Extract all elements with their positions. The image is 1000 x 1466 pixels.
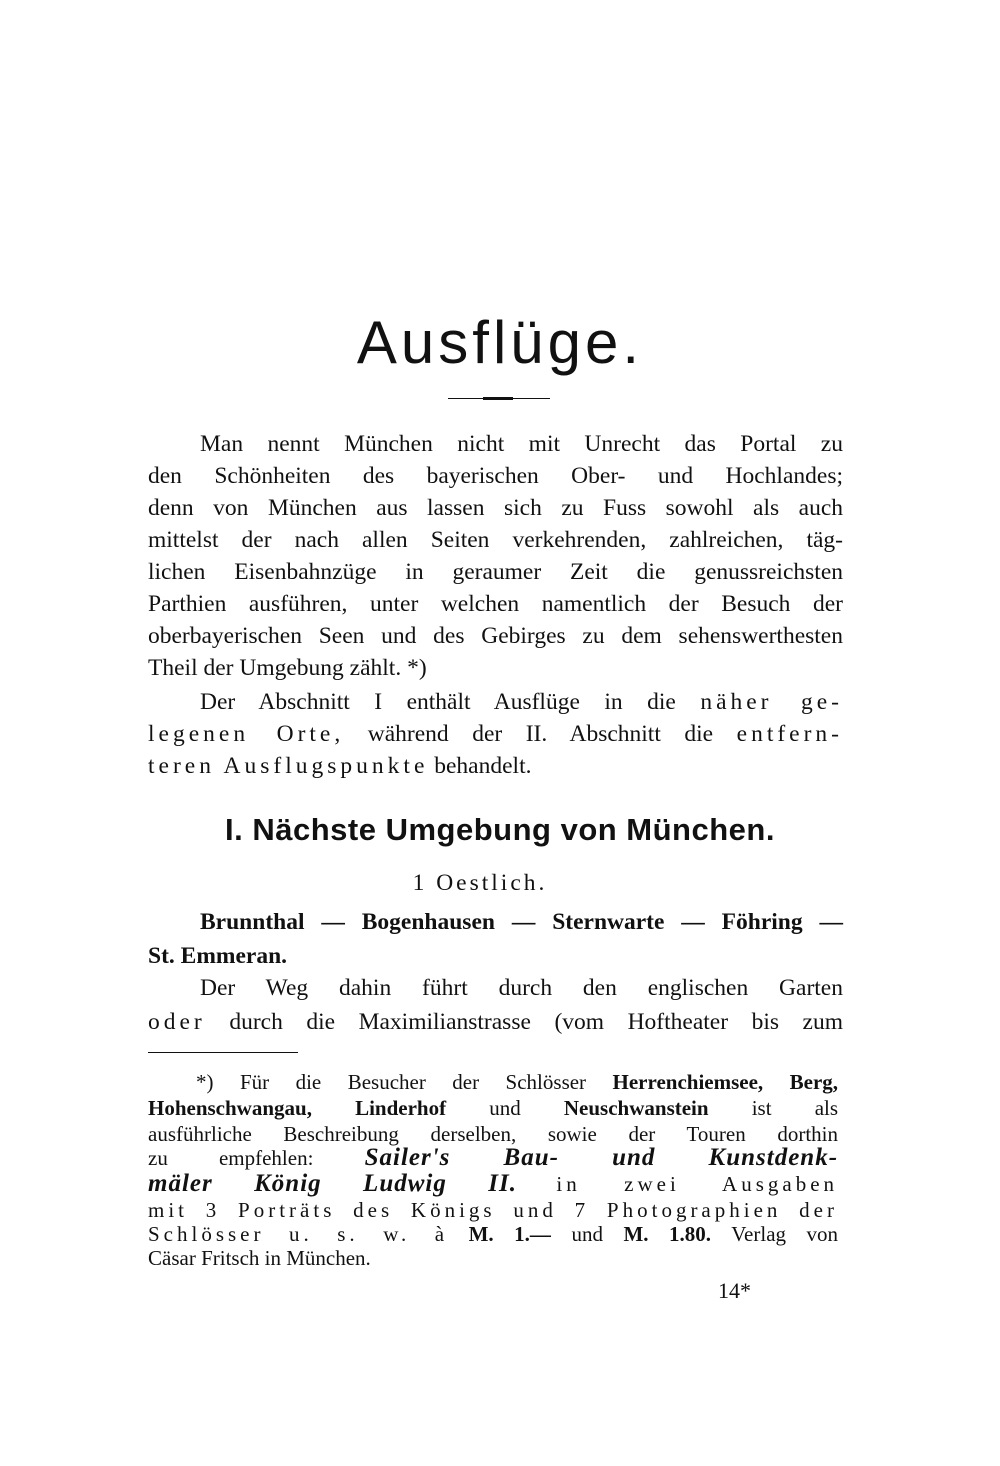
spaced-text: oder (148, 1009, 206, 1035)
page-title: Ausflüge. (356, 309, 644, 376)
spaced-text: näher ge- (700, 689, 843, 715)
page-number: 14* (718, 1278, 751, 1303)
text-run: Verlag von (731, 1222, 839, 1246)
footnote-line (148, 1222, 838, 1246)
paragraph-line (148, 750, 843, 782)
places-line: St. Emmeran. (148, 943, 288, 969)
footnote-line (148, 1172, 838, 1196)
intro-line: Parthien ausführen, unter welchen namentlich der Besuch der (148, 591, 843, 617)
spaced-text: teren Ausflugspunkte (148, 753, 429, 779)
footnote-line (148, 1198, 838, 1222)
footnote-line (148, 1096, 838, 1120)
price: M. 1.80. (623, 1222, 712, 1246)
intro-line: Man nennt München nicht mit Unrecht das Portal zu (200, 431, 843, 457)
intro-line: lichen Eisenbahnzüge in geraumer Zeit die genussreichsten (148, 559, 843, 585)
text-run: Der Abschnitt I enthält Ausflüge in die (200, 689, 676, 715)
text-run: und (571, 1222, 603, 1246)
intro-line: den Schönheiten des bayerischen Ober- und Hochlandes; (148, 463, 843, 489)
title-divider-ornament (483, 397, 513, 400)
footnote-line (148, 1146, 838, 1170)
spaced-text: entfern- (736, 721, 844, 747)
bold-text: Herrenchiemsee, Berg, (612, 1070, 839, 1094)
text-run: und (489, 1096, 521, 1120)
price: M. 1.— (468, 1222, 551, 1246)
text-run: zu empfehlen: (148, 1146, 314, 1170)
footnote-line (196, 1070, 838, 1094)
intro-line: denn von München aus lassen sich zu Fuss sowohl als auch (148, 495, 843, 521)
text-run: ist als (751, 1096, 839, 1120)
intro-line: Theil der Umgebung zählt. *) (148, 655, 427, 681)
bold-text: Neuschwanstein (563, 1096, 709, 1120)
spaced-text: Schlösser u. s. w. à (148, 1222, 449, 1246)
subheading: 1 Oestlich. (412, 870, 548, 896)
spaced-text: legenen Orte, (148, 721, 345, 747)
intro-line: oberbayerischen Seen und des Gebirges zu dem sehenswerthesten (148, 623, 843, 649)
spaced-text: in zwei Ausgaben (556, 1172, 839, 1196)
paragraph-line (148, 718, 843, 750)
footnote-line: ausführliche Beschreibung derselben, sowie der Touren dorthin (148, 1122, 838, 1146)
section-heading: I. Nächste Umgebung von München. (225, 812, 775, 847)
route-line: Der Weg dahin führt durch den englischen Garten (200, 975, 843, 1001)
places-line: Brunnthal — Bogenhausen — Sternwarte — Föhring — (200, 909, 843, 935)
footnote-line: Cäsar Fritsch in München. (148, 1246, 371, 1270)
route-line (148, 1006, 843, 1038)
footnote-divider (148, 1052, 298, 1053)
spaced-text: mit 3 Porträts des Königs und 7 Photographien der (148, 1198, 838, 1222)
text-run: *) Für die Besucher der Schlösser (196, 1070, 587, 1094)
book-title: mäler König Ludwig II. (148, 1170, 517, 1197)
text-run: durch die Maximilianstrasse (vom Hoftheater bis zum (229, 1009, 844, 1035)
book-title: Sailer's Bau- und Kunstdenk- (364, 1144, 839, 1171)
paragraph-line (200, 686, 843, 718)
text-run: während der II. Abschnitt die (367, 721, 714, 747)
text-run: behandelt. (434, 753, 532, 779)
intro-line: mittelst der nach allen Seiten verkehrenden, zahlreichen, täg- (148, 527, 843, 553)
bold-text: Hohenschwangau, Linderhof (148, 1096, 447, 1120)
